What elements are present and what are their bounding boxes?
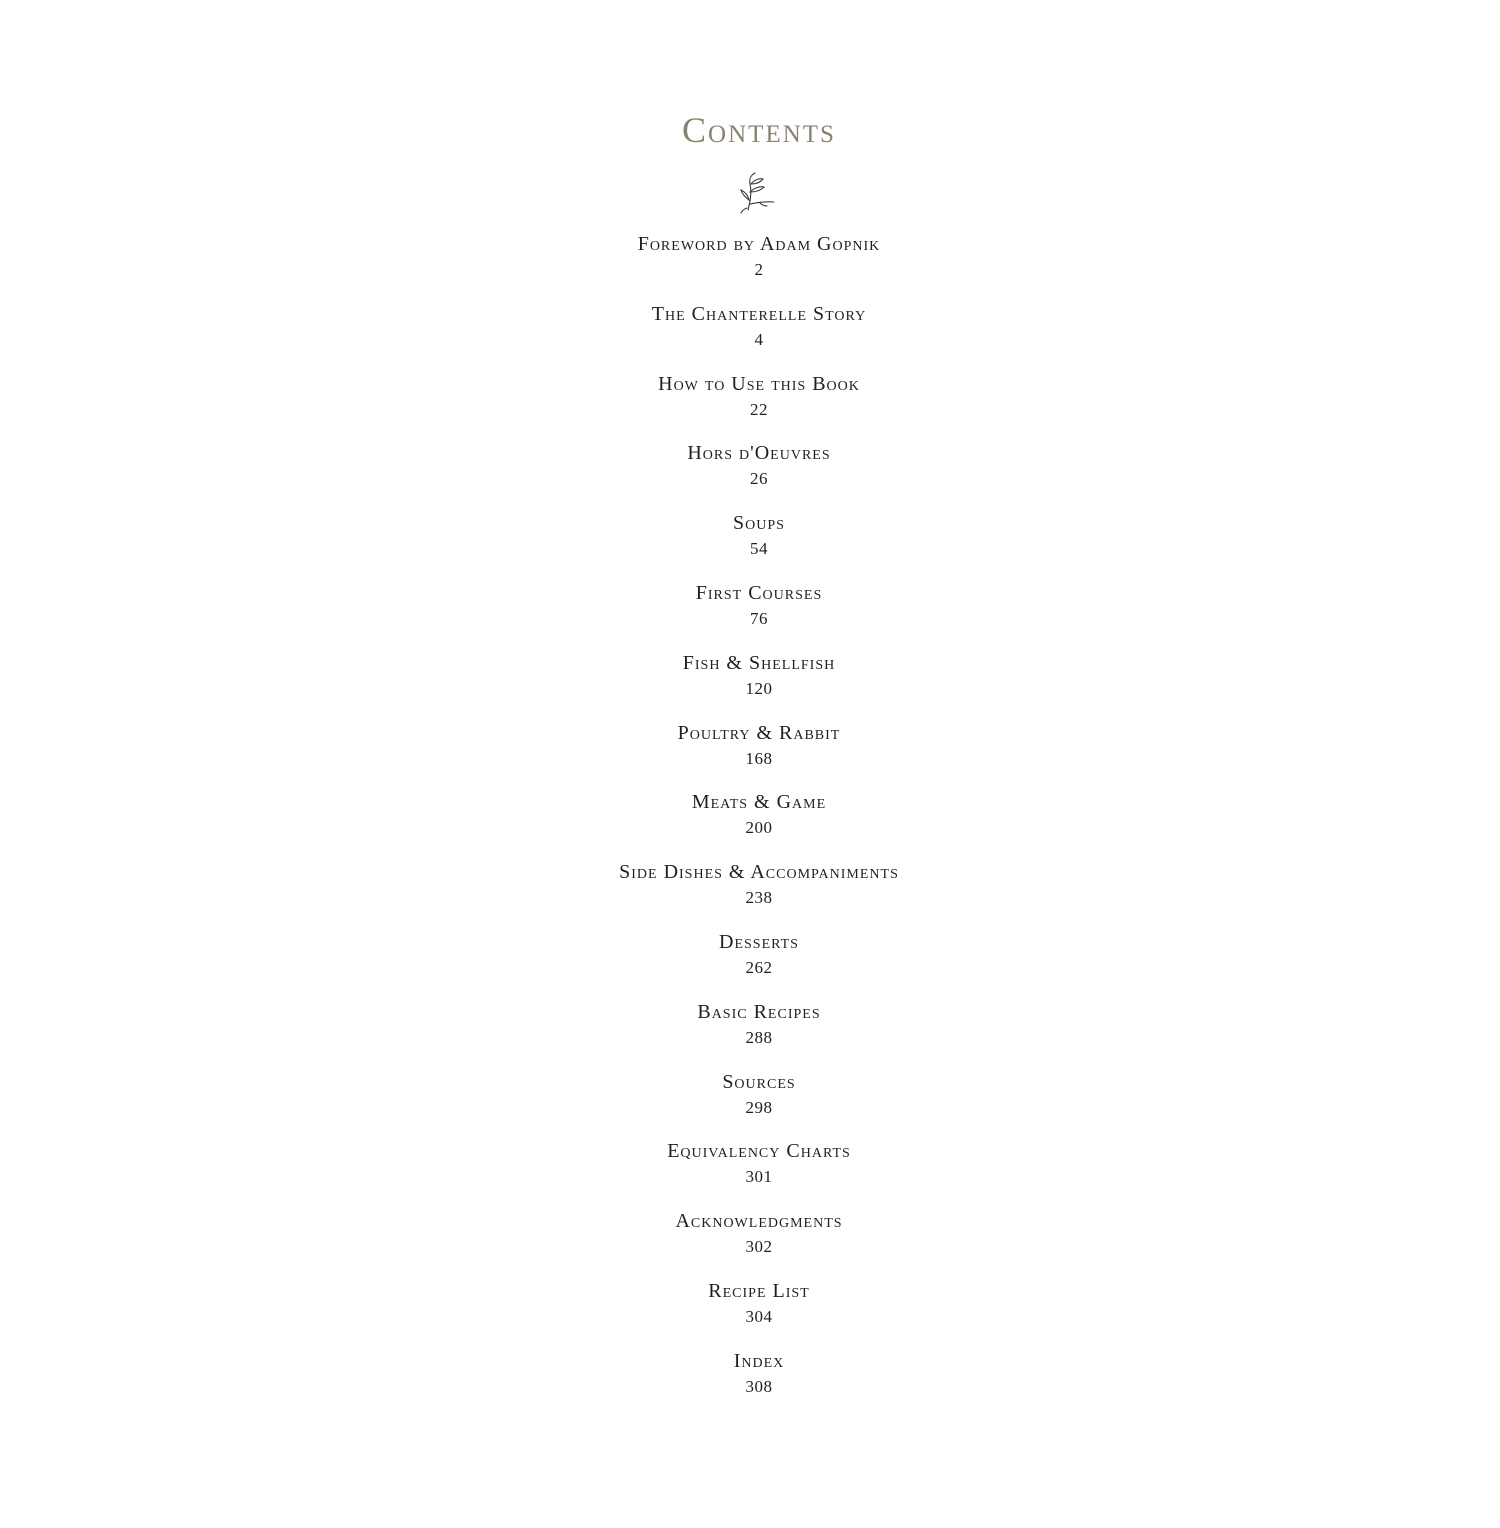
toc-entry-title: Basic Recipes bbox=[697, 1000, 821, 1023]
toc-entry-page-number: 4 bbox=[754, 329, 764, 349]
toc-entry-page-number: 76 bbox=[750, 608, 768, 628]
toc-entry-page-number: 298 bbox=[745, 1097, 773, 1117]
toc-entry-page-number: 238 bbox=[745, 888, 773, 908]
toc-entry-title: Index bbox=[733, 1349, 785, 1372]
toc-entry-title: How to Use this Book bbox=[658, 372, 860, 395]
toc-entry-page-number: 2 bbox=[754, 260, 764, 279]
toc-entry bbox=[0, 859, 1500, 929]
toc-entry bbox=[0, 1138, 1500, 1208]
toc-entry-title: Recipe List bbox=[708, 1279, 810, 1302]
toc-entry bbox=[0, 789, 1500, 859]
toc-entry-page-number: 301 bbox=[745, 1167, 773, 1187]
toc-entry-page-number: 304 bbox=[745, 1306, 773, 1326]
toc-entry bbox=[0, 510, 1500, 580]
toc-entry bbox=[0, 999, 1500, 1069]
toc-entry-page-number: 22 bbox=[750, 399, 768, 419]
toc-entry-page-number: 200 bbox=[745, 818, 773, 838]
toc-entry-page-number: 26 bbox=[750, 469, 768, 489]
botanical-sprig-icon bbox=[736, 170, 780, 214]
toc-entry-page-number: 288 bbox=[745, 1027, 773, 1047]
toc-entry-title: Fish & Shellfish bbox=[682, 651, 836, 674]
toc-entry bbox=[0, 720, 1500, 790]
toc-entry bbox=[0, 1069, 1500, 1139]
toc-entry bbox=[0, 440, 1500, 510]
toc-entry-title: Equivalency Charts bbox=[667, 1140, 851, 1163]
toc-entry-page-number: 168 bbox=[745, 748, 773, 768]
page-title: Contents bbox=[682, 110, 836, 150]
toc-entry-title: Soups bbox=[733, 512, 785, 535]
toc-entry bbox=[0, 1208, 1500, 1278]
toc-entry bbox=[0, 301, 1500, 371]
toc-entry bbox=[0, 580, 1500, 650]
toc-entry-title: Hors d'Oeuvres bbox=[687, 442, 831, 465]
toc-entry bbox=[0, 1348, 1500, 1418]
toc-entry-title: Acknowledgments bbox=[675, 1210, 843, 1233]
table-of-contents bbox=[0, 231, 1500, 1418]
toc-entry-title: The Chanterelle Story bbox=[651, 302, 867, 325]
toc-entry-title: First Courses bbox=[695, 581, 823, 604]
toc-entry-page-number: 308 bbox=[745, 1376, 773, 1396]
toc-entry-page-number: 120 bbox=[745, 678, 773, 698]
toc-entry-title: Foreword by Adam Gopnik bbox=[637, 233, 881, 255]
toc-entry-page-number: 262 bbox=[745, 957, 773, 977]
toc-entry-title: Meats & Game bbox=[691, 791, 827, 814]
toc-entry bbox=[0, 1278, 1500, 1348]
toc-entry-title: Side Dishes & Accompaniments bbox=[619, 861, 899, 884]
toc-entry bbox=[0, 929, 1500, 999]
toc-entry bbox=[0, 231, 1500, 301]
toc-entry bbox=[0, 371, 1500, 441]
toc-entry bbox=[0, 650, 1500, 720]
toc-entry-title: Sources bbox=[722, 1070, 796, 1093]
toc-entry-title: Desserts bbox=[719, 930, 799, 953]
toc-entry-page-number: 54 bbox=[750, 539, 768, 559]
toc-entry-page-number: 302 bbox=[745, 1237, 773, 1257]
toc-entry-title: Poultry & Rabbit bbox=[677, 721, 841, 744]
